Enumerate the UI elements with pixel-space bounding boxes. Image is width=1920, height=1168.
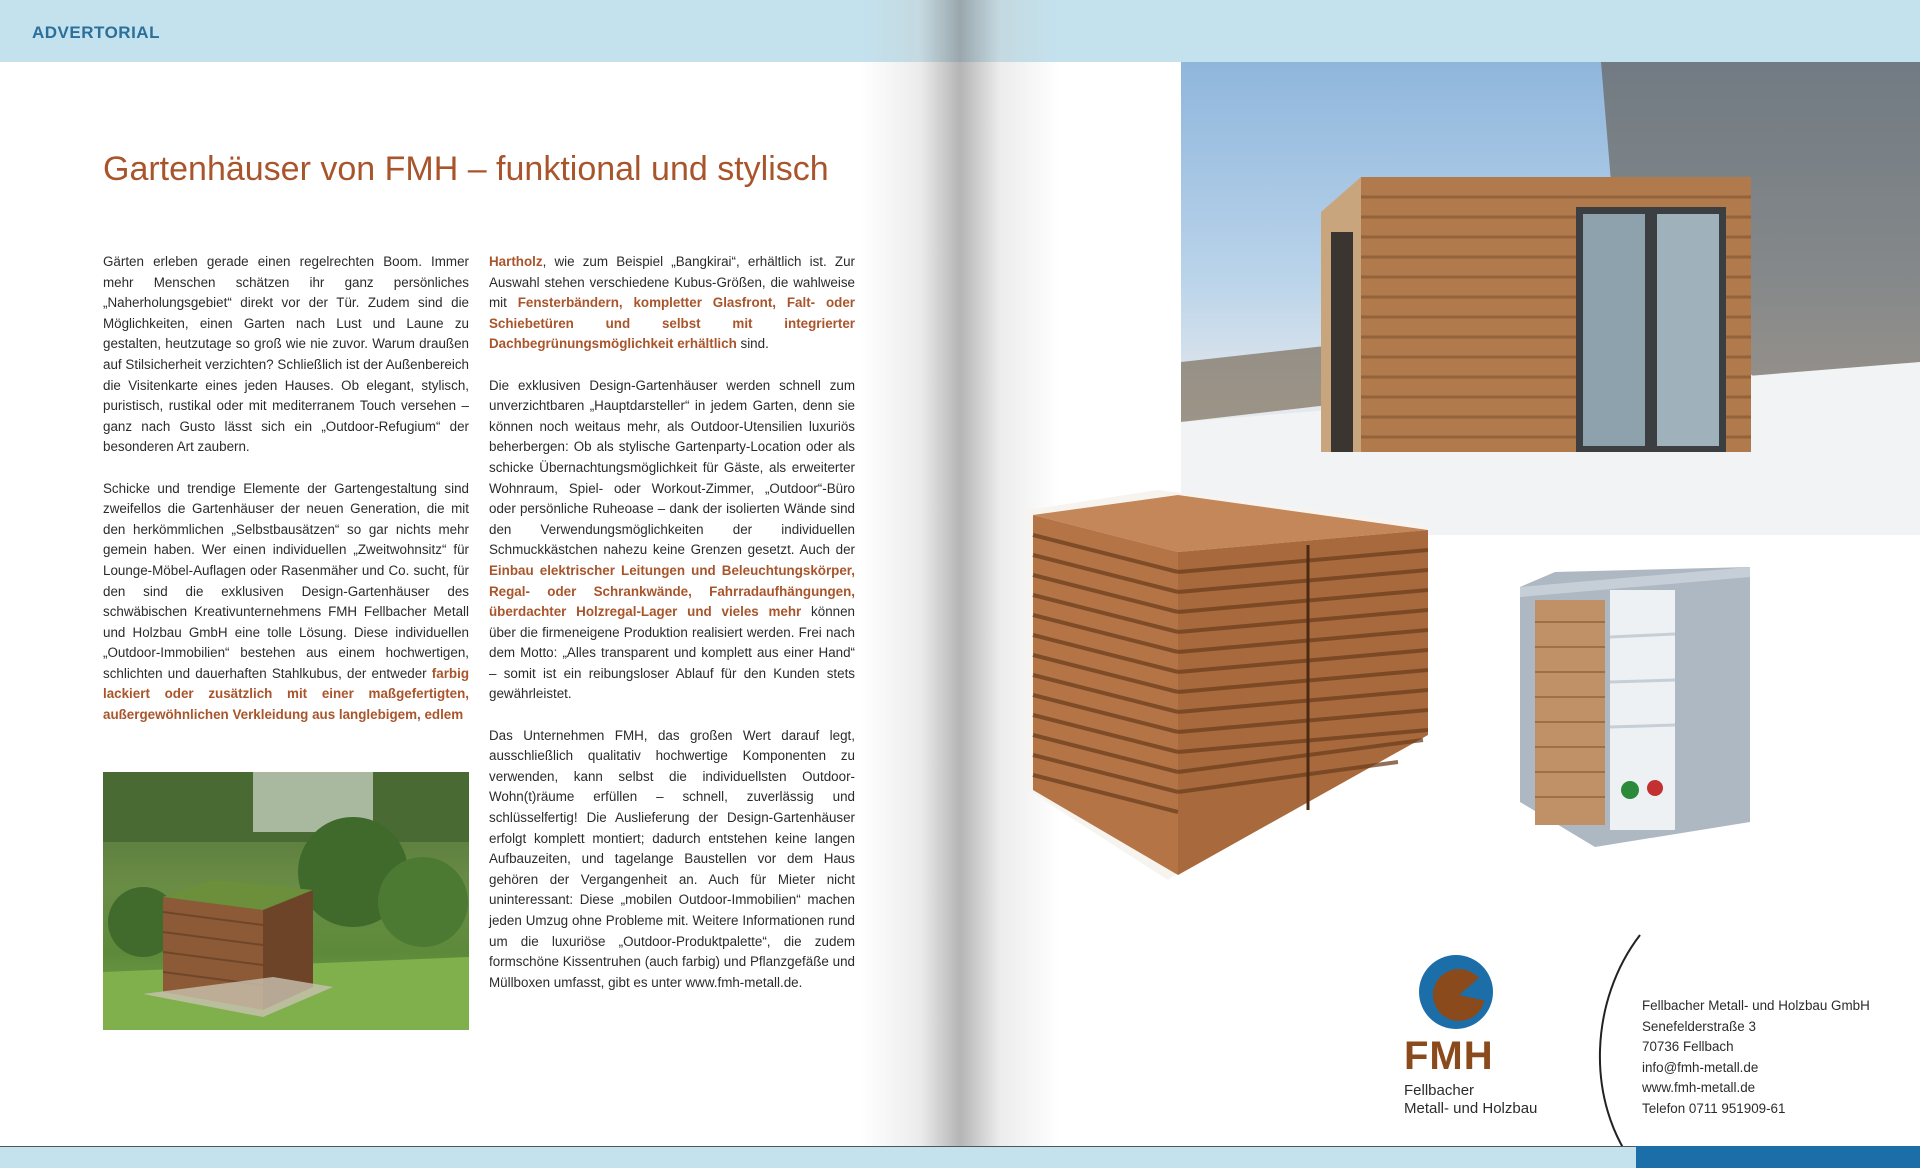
paragraph bbox=[103, 479, 469, 726]
contact-phone: Telefon 0711 951909-61 bbox=[1642, 1100, 1786, 1116]
body-text: Schicke und trendige Elemente der Gartengestaltung sind zweifellos die Gartenhäuser der neuen Generation, die mit den herkömmlichen „Selbstbausätzen“ so gar nichts mehr gemein haben. Wer einen individuellen „Zweitwohnsitz“ für Lounge-Möbel-Auflagen oder Rasenmäher und Co. sucht, für den sind die exklusiven Design-Gartenhäuser des schwäbischen Kreativunternehmens FMH Fellbacher Metall und Holzbau GmbH eine tolle Lösung. Diese individuellen „Outdoor-Immobilien“ bestehen aus einem hochwertigen, schlichten und dauerhaften Stahlkubus, der entweder bbox=[103, 480, 469, 681]
logo-subtitle bbox=[1404, 1082, 1537, 1118]
body-text: Die exklusiven Design-Gartenhäuser werden schnell zum unverzichtbaren „Hauptdarsteller“ in jedem Garten, denn sie können noch weitaus mehr, als Outdoor-Utensilien luxuriös beherbergen: Ob als stylische Gartenparty-Location oder als schicke Übernachtungsmöglichkeit für Gäste, als erweiterter Wohnraum, Spiel- oder Workout-Zimmer, „Outdoor“-Büro oder persönliche Ruheoase – dank der isolierten Wände sind den Verwendungsmöglichkeiten der individuellen Schmuckkästchen nahezu keine Grenzen gesetzt. Auch der bbox=[489, 377, 855, 558]
section-label: ADVERTORIAL bbox=[32, 23, 160, 42]
contact-city: 70736 Fellbach bbox=[1642, 1039, 1734, 1055]
article-column-2 bbox=[489, 252, 855, 1014]
body-text: können über die firmeneigene Produktion realisiert werden. Frei nach dem Motto: „Alles transparent und komplett aus einer Hand“ – somit ist ein reibungsloser Ablauf für den Kunden stets gewährleistet. bbox=[489, 604, 855, 702]
highlight-text: Hartholz bbox=[489, 254, 543, 269]
logo-subtitle-line: Metall- und Holzbau bbox=[1404, 1100, 1538, 1117]
garden-house-photo bbox=[103, 772, 469, 1030]
bottom-banner bbox=[0, 1146, 1920, 1168]
contact-company: Fellbacher Metall- und Holzbau GmbH bbox=[1642, 998, 1870, 1013]
highlight-text: farbig lackiert oder zusätzlich mit einer maßgefertigten, außergewöhnlichen Verkleidung aus langlebigem, edlem bbox=[103, 665, 469, 723]
contact-website: www.fmh-metall.de bbox=[1642, 1080, 1756, 1096]
paragraph: Gärten erleben gerade einen regelrechten Boom. Immer mehr Menschen schätzen ihr ganz persönliches „Naherholungsgebiet“ direkt vor der Tür. Zudem sind die Möglichkeiten, einen Garten nach Lust und Laune zu gestalten, heutzutage so groß wie nie zuvor. Warum draußen auf Stilsicherheit verzichten? Schließlich ist der Außenbereich die Visitenkarte eines jeden Hauses. Ob elegant, stylisch, puristisch, rustikal oder mit mediterranem Touch versehen – ganz nach Gusto lässt sich ein „Outdoor-Refugium“ der besonderen Art zaubern. bbox=[103, 254, 469, 455]
contact-block bbox=[1642, 996, 1870, 1120]
storage-cabinet-photo bbox=[1515, 562, 1755, 852]
contact-street: Senefelderstraße 3 bbox=[1642, 1018, 1756, 1034]
fmh-logo-mark-icon bbox=[1416, 952, 1496, 1032]
highlight-text: Einbau elektrischer Leitungen und Beleuchtungskörper, Regal- oder Schrankwände, Fahrradaufhängungen, überdachter Holzregal-Lager und vieles mehr bbox=[489, 562, 855, 620]
fmh-logo bbox=[1404, 952, 1604, 1122]
article-headline: Gartenhäuser von FMH – funktional und stylisch bbox=[103, 150, 829, 188]
article-column-1 bbox=[103, 252, 469, 746]
body-text: sind. bbox=[736, 336, 769, 352]
paragraph: Das Unternehmen FMH, das großen Wert darauf legt, ausschließlich qualitativ hochwertige Komponenten zu verwenden, kann selbst die individuellsten Outdoor-Wohn(t)räume erfüllen – schnell, zuverlässig und schlüsselfertig! Die Auslieferung der Design-Gartenhäuser erfolgt komplett montiert; dadurch entstehen keine langen Aufbauzeiten, und tagelange Baustellen vor dem Haus gehören der Vergangenheit an. Auch für Mieter nicht uninteressant: Diese „mobilen Outdoor-Immobilien“ machen jeden Umzug ohne Probleme mit. Weitere Informationen rund um die luxuriöse „Outdoor-Produktpalette“, die zudem formschöne Kissentruhen (auch farbig) und Pflanzgefäße und Müllboxen umfasst, gibt es unter www.fmh-metall.de. bbox=[489, 727, 855, 990]
garden-house-snow-photo bbox=[1181, 62, 1920, 535]
logo-subtitle-line: Fellbacher bbox=[1404, 1082, 1475, 1099]
logo-wordmark: FMH bbox=[1404, 1034, 1494, 1078]
paragraph bbox=[489, 376, 855, 706]
bottom-banner-accent bbox=[1636, 1146, 1920, 1168]
paragraph bbox=[489, 252, 855, 355]
highlight-text: Fensterbändern, kompletter Glasfront, Falt- oder Schiebetüren und selbst mit integrierter Dachbegrünungsmöglichkeit erhältlich bbox=[489, 295, 855, 352]
body-text: , wie zum Beispiel „Bangkirai“, erhältlich ist. Zur Auswahl stehen verschiedene Kubus-Größen, die wahlweise mit bbox=[489, 254, 855, 311]
wooden-storage-box-photo bbox=[1028, 490, 1428, 880]
contact-email: info@fmh-metall.de bbox=[1642, 1059, 1759, 1075]
